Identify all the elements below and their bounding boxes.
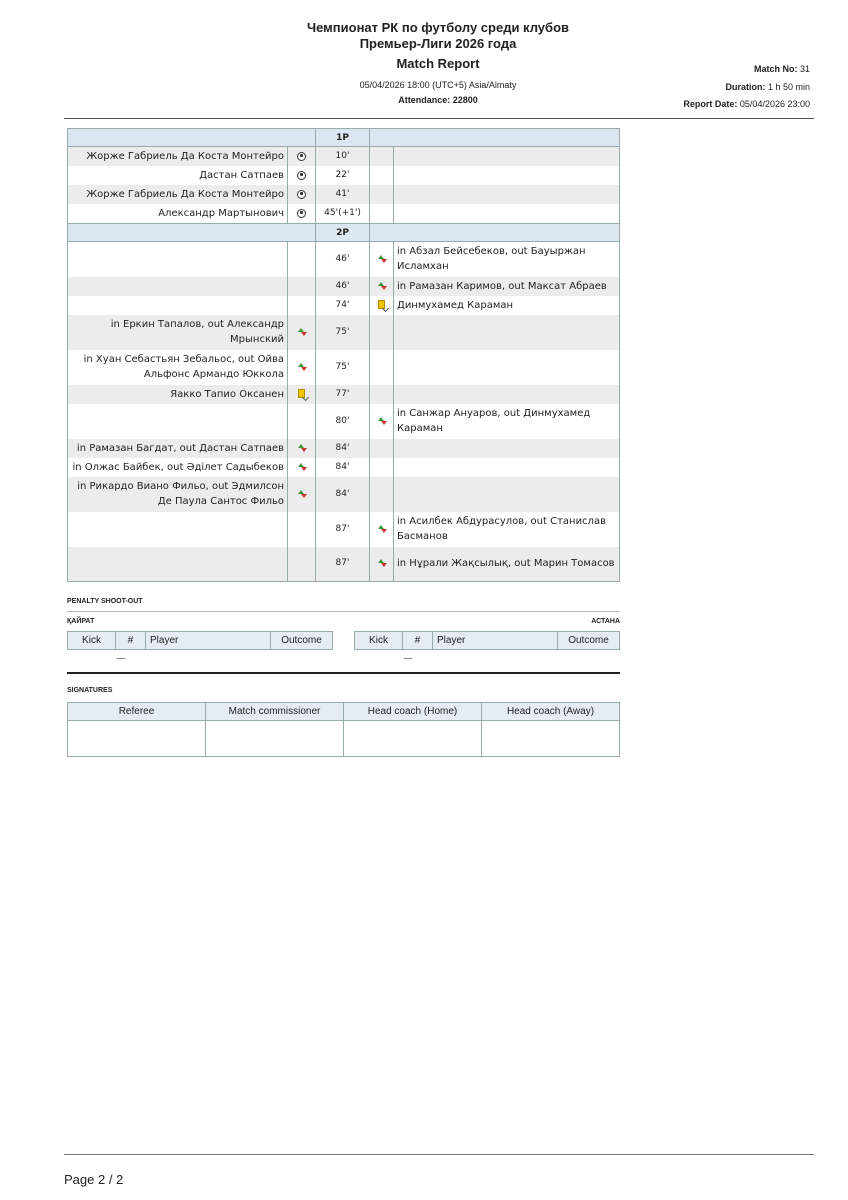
penalty-divider <box>67 611 620 612</box>
page-number: Page 2 / 2 <box>64 1172 124 1187</box>
away-event: in Абзал Бейсебеков, out Бауыржан Исламхан <box>394 242 620 277</box>
table-row <box>68 477 620 512</box>
event-minute: 41' <box>316 185 370 204</box>
away-penalty-table <box>354 631 620 650</box>
sig-referee-field <box>68 721 206 757</box>
home-event: in Рамазан Багдат, out Дастан Сатпаев <box>68 439 288 458</box>
away-team-name: АСТАНА <box>591 618 620 625</box>
table-row <box>68 166 620 185</box>
home-team-name: ҚАЙРАТ <box>67 618 95 625</box>
table-row <box>68 385 620 404</box>
event-minute: 74' <box>316 296 370 315</box>
col-outcome: Outcome <box>558 632 620 650</box>
home-event: Жорже Габриель Да Коста Монтейро <box>68 147 288 167</box>
goal-icon <box>297 209 306 218</box>
goal-icon <box>297 190 306 199</box>
col-kick: Kick <box>355 632 403 650</box>
penalty-section-label: PENALTY SHOOT-OUT <box>67 598 143 605</box>
sig-commissioner-field <box>206 721 344 757</box>
signatures-section-label: SIGNATURES <box>67 687 113 694</box>
home-event: Александр Мартынович <box>68 204 288 224</box>
penalty-bottom-rule <box>67 672 620 674</box>
event-minute: 46' <box>316 242 370 277</box>
substitution-icon <box>297 462 307 472</box>
home-penalty-empty: — <box>116 653 126 664</box>
sig-referee-header: Referee <box>68 703 206 721</box>
event-minute: 77' <box>316 385 370 404</box>
header-divider <box>64 118 814 119</box>
table-row <box>68 458 620 477</box>
table-row <box>68 242 620 277</box>
match-datetime: 05/04/2026 18:00 (UTC+5) Asia/Almaty <box>359 80 517 90</box>
period-header-2p <box>68 224 620 242</box>
table-row <box>68 147 620 167</box>
substitution-icon <box>377 281 387 291</box>
competition-title-line1: Чемпионат РК по футболу среди клубов <box>306 20 569 35</box>
period-header-1p <box>68 129 620 147</box>
substitution-icon <box>377 524 387 534</box>
report-date: Report Date: 05/04/2026 23:00 <box>683 99 810 109</box>
sig-coach-away-field <box>482 721 620 757</box>
goal-icon <box>297 152 306 161</box>
away-event: Динмухамед Караман <box>394 296 620 315</box>
table-row <box>68 547 620 582</box>
table-row <box>68 277 620 296</box>
event-minute: 80' <box>316 404 370 439</box>
away-event: in Нұрали Жақсылық, out Марин Томасов <box>394 547 620 582</box>
yellow-card-icon <box>298 389 305 398</box>
col-outcome: Outcome <box>271 632 333 650</box>
event-minute: 84' <box>316 439 370 458</box>
home-event: in Олжас Байбек, out Әділет Садыбеков <box>68 458 288 477</box>
match-duration: Duration: 1 h 50 min <box>725 82 810 92</box>
substitution-icon <box>297 489 307 499</box>
event-minute: 87' <box>316 512 370 547</box>
home-event: in Еркин Тапалов, out Александр Мрынский <box>68 315 288 350</box>
match-number: Match No: 31 <box>753 64 810 74</box>
event-minute: 45'(+1') <box>316 204 370 224</box>
table-row <box>68 350 620 385</box>
sig-commissioner-header: Match commissioner <box>206 703 344 721</box>
substitution-icon <box>377 254 387 264</box>
event-minute: 22' <box>316 166 370 185</box>
event-minute: 75' <box>316 350 370 385</box>
substitution-icon <box>297 362 307 372</box>
period-label: 1P <box>316 129 370 147</box>
col-player: Player <box>146 632 271 650</box>
away-event: in Асилбек Абдурасулов, out Станислав Басманов <box>394 512 620 547</box>
substitution-icon <box>377 416 387 426</box>
away-event: in Рамазан Каримов, out Максат Абраев <box>394 277 620 296</box>
sig-coach-home-header: Head coach (Home) <box>344 703 482 721</box>
substitution-icon <box>297 443 307 453</box>
col-number: # <box>116 632 146 650</box>
away-event: in Санжар Ануаров, out Динмухамед Караман <box>394 404 620 439</box>
period-label: 2P <box>316 224 370 242</box>
table-row <box>68 404 620 439</box>
event-minute: 75' <box>316 315 370 350</box>
table-row <box>68 204 620 224</box>
col-kick: Kick <box>68 632 116 650</box>
signatures-table <box>67 702 620 757</box>
table-row <box>68 185 620 204</box>
col-number: # <box>403 632 433 650</box>
table-row <box>68 512 620 547</box>
sig-coach-home-field <box>344 721 482 757</box>
table-row <box>68 315 620 350</box>
home-penalty-table <box>67 631 333 650</box>
col-player: Player <box>433 632 558 650</box>
event-minute: 10' <box>316 147 370 167</box>
competition-title <box>238 20 638 52</box>
event-minute: 87' <box>316 547 370 582</box>
yellow-card-icon <box>378 300 385 309</box>
substitution-icon <box>377 558 387 568</box>
home-event: in Рикардо Виано Фильо, out Эдмилсон Де Паула Сантос Фильо <box>68 477 288 512</box>
event-minute: 84' <box>316 458 370 477</box>
competition-title-line2: Премьер-Лиги 2026 года <box>359 36 517 51</box>
event-minute: 84' <box>316 477 370 512</box>
home-event: Жорже Габриель Да Коста Монтейро <box>68 185 288 204</box>
home-event: Яакко Тапио Оксанен <box>68 385 288 404</box>
event-minute: 46' <box>316 277 370 296</box>
home-event: in Хуан Себастьян Зебальос, out Ойва Альфонс Армандо Юккола <box>68 350 288 385</box>
report-header <box>0 0 848 120</box>
sig-coach-away-header: Head coach (Away) <box>482 703 620 721</box>
table-row <box>68 439 620 458</box>
footer-divider <box>64 1154 814 1155</box>
events-table <box>67 128 620 582</box>
home-event: Дастан Сатпаев <box>68 166 288 185</box>
goal-icon <box>297 171 306 180</box>
attendance: Attendance: 22800 <box>398 95 478 105</box>
substitution-icon <box>297 327 307 337</box>
report-subtitle: Match Report <box>396 56 480 71</box>
table-row <box>68 296 620 315</box>
away-penalty-empty: — <box>403 653 413 664</box>
